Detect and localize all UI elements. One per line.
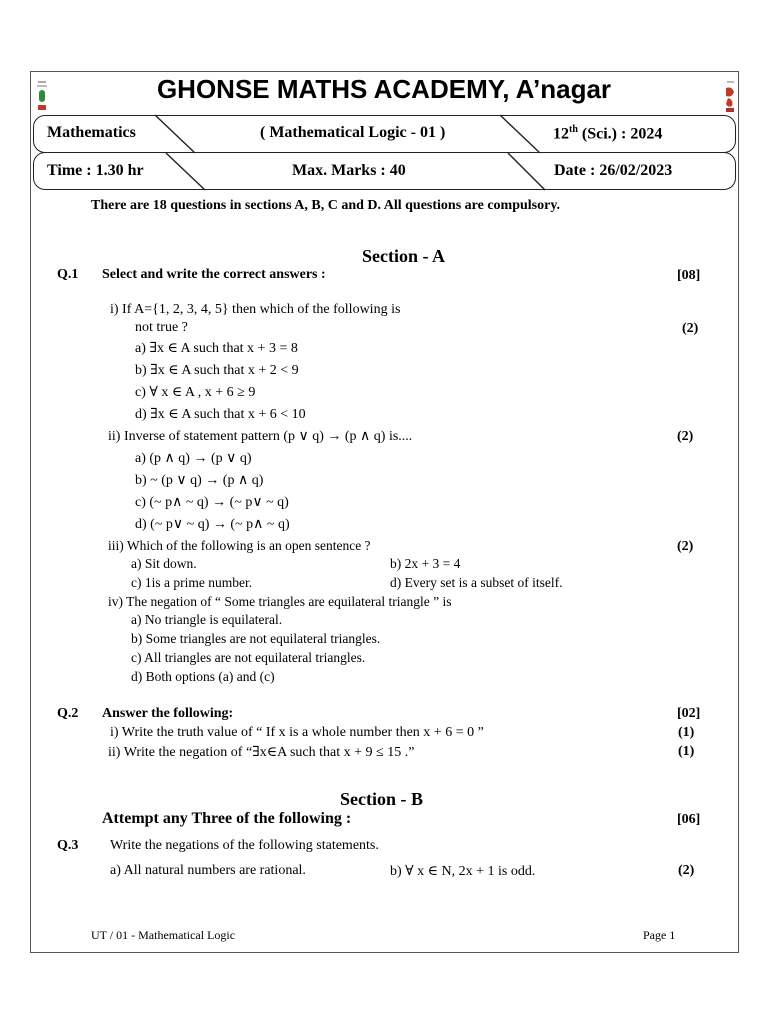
q1-ii-marks: (2) [677, 429, 694, 444]
subject-label: Mathematics [47, 124, 136, 141]
q1-i-option-d: d) ∃x ∈ A such that x + 6 < 10 [135, 407, 306, 422]
q2-ii-marks: (1) [678, 744, 695, 759]
q2-marks: [02] [677, 706, 701, 721]
instructions: There are 18 questions in sections A, B, C and D. All questions are compulsory. [91, 198, 561, 213]
q1-iii-option-a: a) Sit down. [131, 556, 197, 571]
max-marks: Max. Marks : 40 [292, 162, 406, 179]
q1-iii-marks: (2) [677, 539, 694, 554]
q1-iv-option-d: d) Both options (a) and (c) [131, 669, 275, 684]
q1-ii-option-a: a) (p ∧ q) → (p ∨ q) [135, 451, 252, 466]
q3-option-a: a) All natural numbers are rational. [110, 863, 306, 878]
q1-ii-text: ii) Inverse of statement pattern (p ∨ q) → (p ∧ q) is.... [108, 429, 413, 444]
q1-iv-text: iv) The negation of “ Some triangles are equilateral triangle ” is [108, 594, 452, 609]
q1-i-option-b: b) ∃x ∈ A such that x + 2 < 9 [135, 363, 299, 378]
academy-title: GHONSE MATHS ACADEMY, A’nagar [156, 74, 612, 104]
q1-i-option-a: a) ∃x ∈ A such that x + 3 = 8 [135, 341, 298, 356]
footer-left: UT / 01 - Mathematical Logic [91, 928, 236, 942]
exam-date: Date : 26/02/2023 [554, 162, 673, 179]
section-b-heading: Section - B [340, 789, 423, 809]
q1-i-option-c: c) ∀ x ∈ A , x + 6 ≥ 9 [135, 385, 256, 400]
q1-iii-option-d: d) Every set is a subset of itself. [390, 575, 563, 590]
section-b-attempt: Attempt any Three of the following : [102, 810, 352, 827]
q1-ii-option-b: b) ~ (p ∨ q) → (p ∧ q) [135, 473, 264, 488]
q3-text: Write the negations of the following statements. [110, 838, 379, 853]
q1-i-line1: i) If A={1, 2, 3, 4, 5} then which of the following is [110, 302, 401, 317]
q1-iii-option-b: b) 2x + 3 = 4 [390, 556, 461, 571]
q1-iv-option-a: a) No triangle is equilateral. [131, 612, 283, 627]
q1-number: Q.1 [57, 267, 79, 282]
q3-marks: (2) [678, 863, 695, 878]
class-year: 12th (Sci.) : 2024 [553, 124, 663, 143]
section-b-marks: [06] [677, 812, 701, 827]
q3-number: Q.3 [57, 838, 79, 853]
q2-number: Q.2 [57, 706, 79, 721]
q1-marks: [08] [677, 268, 701, 283]
test-name: ( Mathematical Logic - 01 ) [260, 124, 446, 141]
q2-text: Answer the following: [102, 706, 234, 721]
q2-i: i) Write the truth value of “ If x is a whole number then x + 6 = 0 ” [110, 725, 484, 740]
q1-iii-text: iii) Which of the following is an open sentence ? [108, 538, 371, 553]
q1-text: Select and write the correct answers : [102, 267, 326, 282]
q1-ii-option-d: d) (~ p∨ ~ q) → (~ p∧ ~ q) [135, 517, 290, 532]
q1-i-marks: (2) [682, 321, 699, 336]
q2-ii: ii) Write the negation of “∃x∈A such that x + 9 ≤ 15 .” [108, 745, 415, 760]
section-a-heading: Section - A [362, 246, 445, 266]
q2-i-marks: (1) [678, 725, 695, 740]
q1-i-line2: not true ? [135, 320, 188, 335]
q1-ii-option-c: c) (~ p∧ ~ q) → (~ p∨ ~ q) [135, 495, 289, 510]
q1-iii-option-c: c) 1is a prime number. [131, 575, 253, 590]
q1-iv-option-c: c) All triangles are not equilateral triangles. [131, 650, 366, 665]
q1-iv-option-b: b) Some triangles are not equilateral triangles. [131, 631, 381, 646]
q3-option-b: b) ∀ x ∈ N, 2x + 1 is odd. [390, 864, 536, 879]
time-label: Time : 1.30 hr [47, 162, 144, 179]
footer-page-number: Page 1 [643, 928, 676, 942]
